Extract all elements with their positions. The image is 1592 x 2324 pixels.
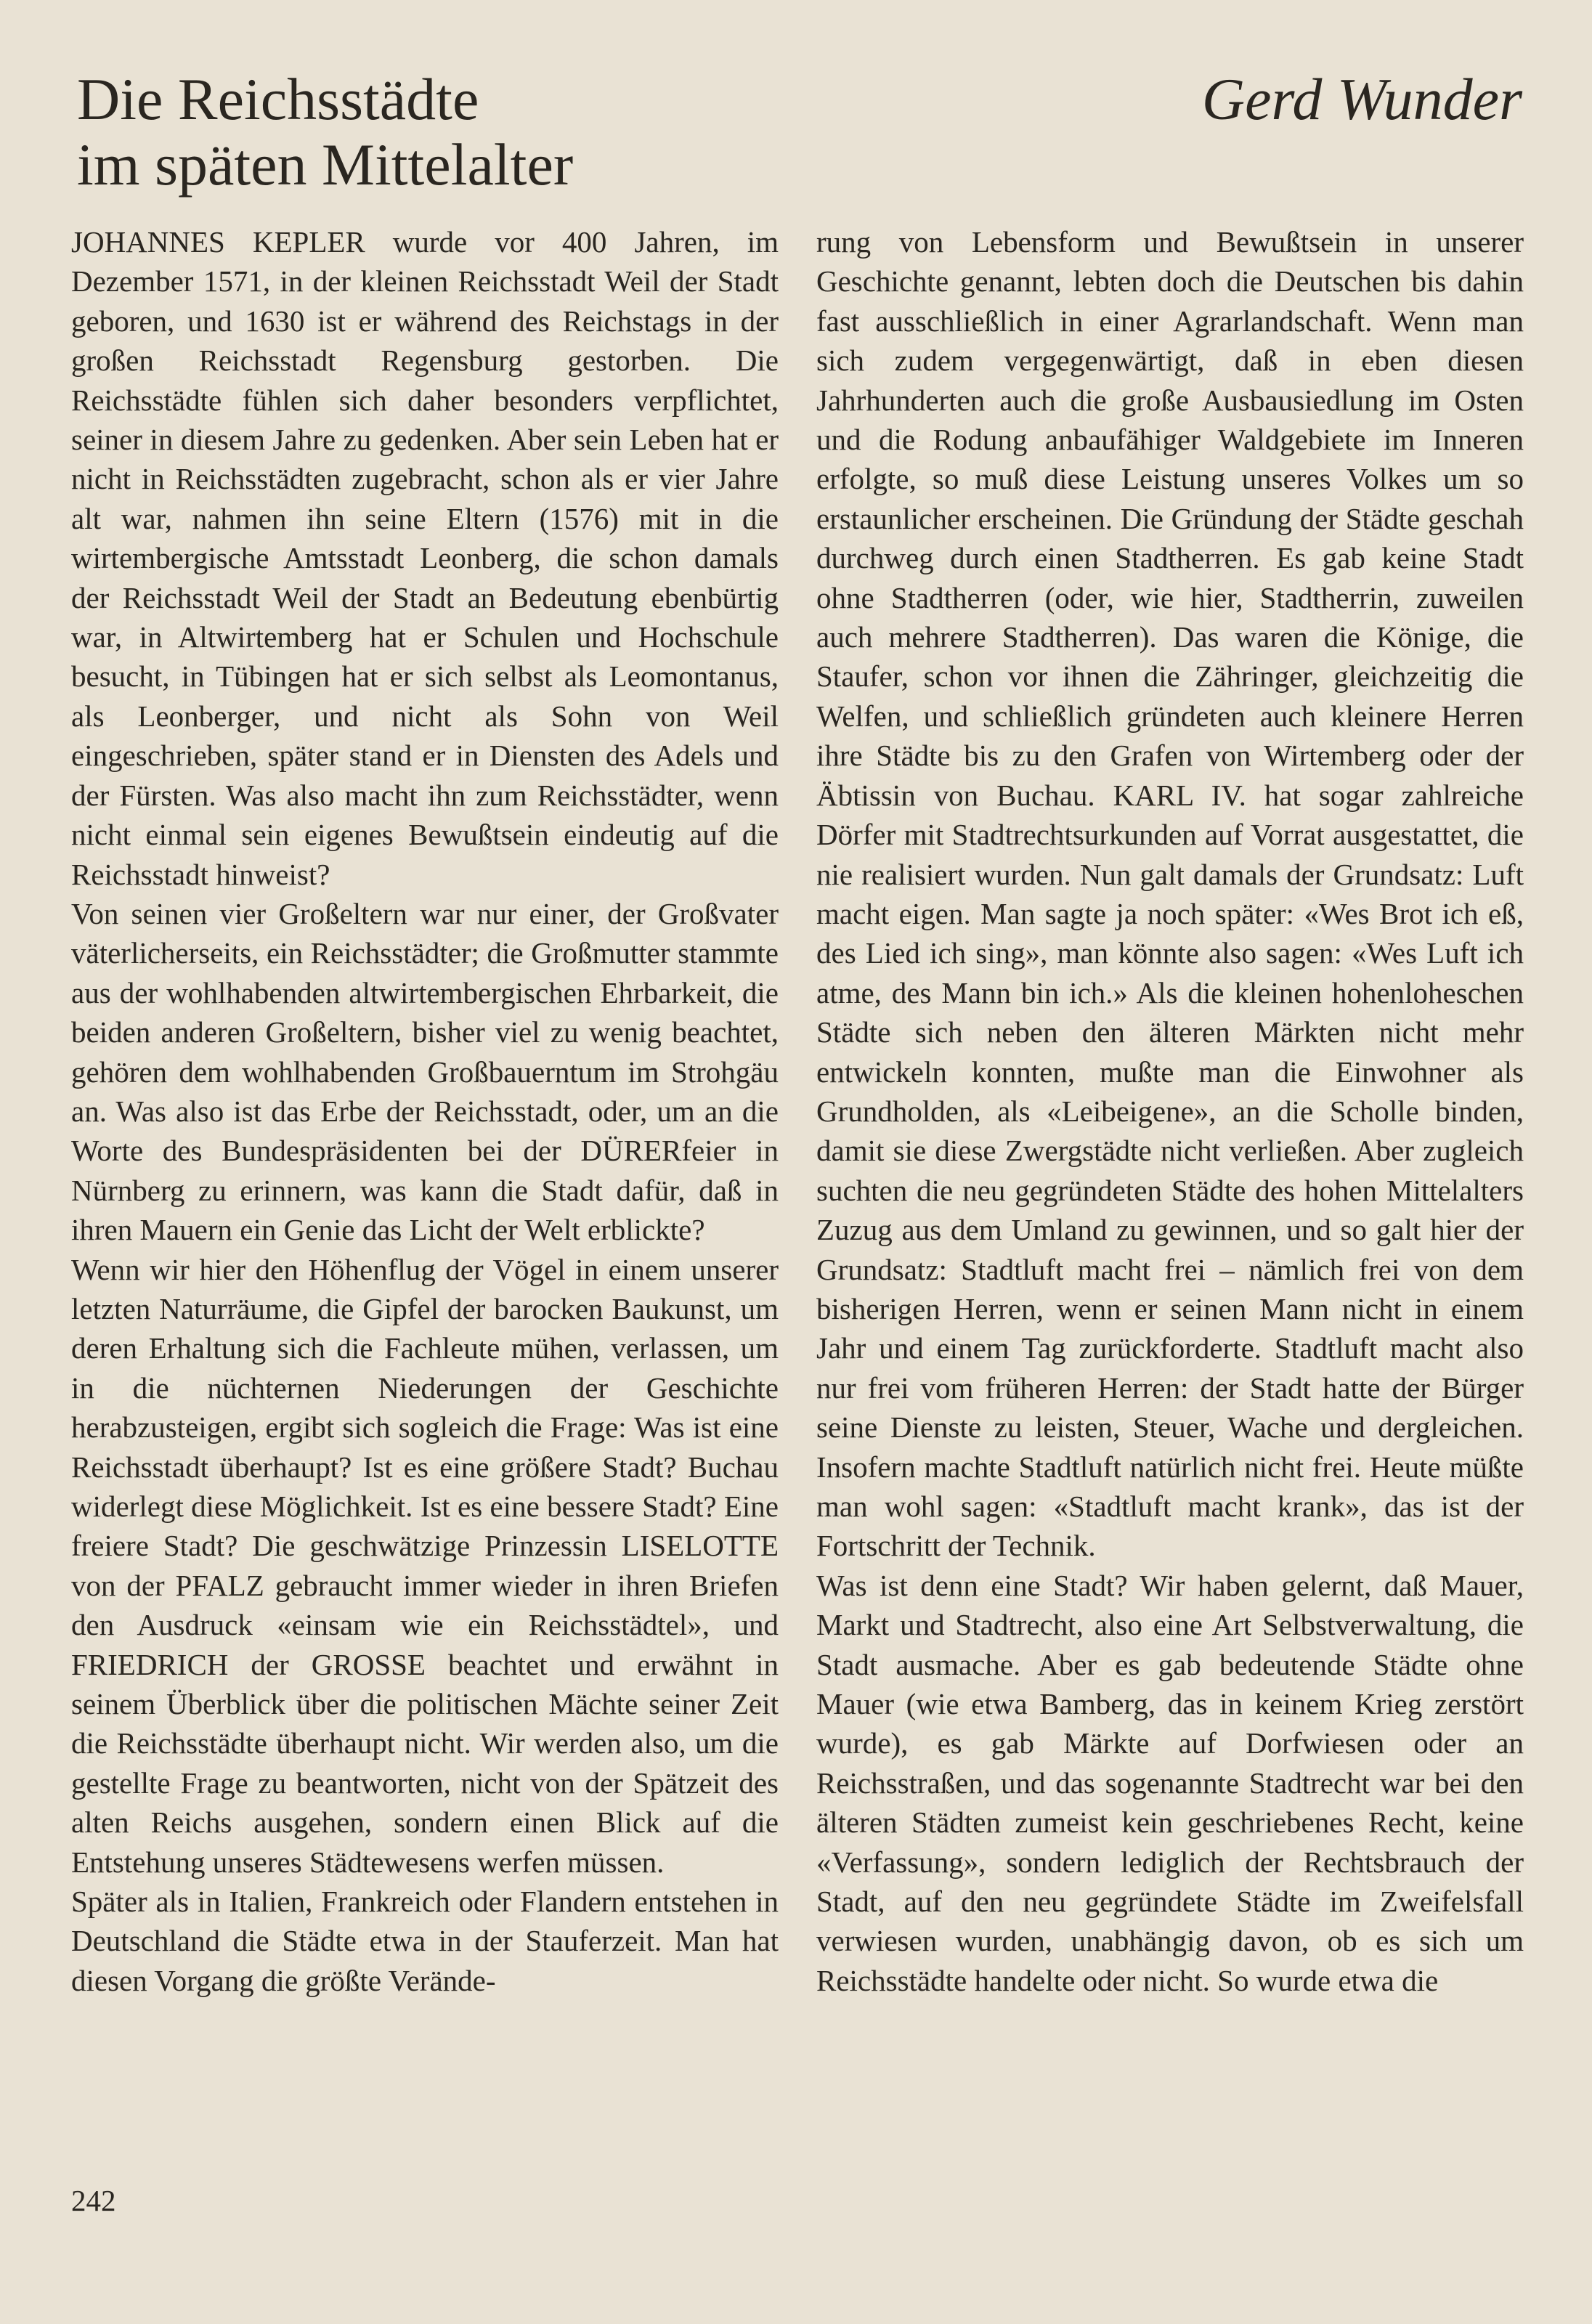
article-title <box>77 67 876 198</box>
paragraph: Von seinen vier Großeltern war nur einer, der Großvater väterlicherseits, ein Reichsstädter; die Großmutter stammte aus der wohlhabenden altwirtembergischen Ehrbarkeit, die beiden anderen Großeltern, bisher viel zu wenig beachtet, gehören dem wohlhabenden Großbauerntum im Strohgäu an. Was also ist das Erbe der Reichsstadt, oder, um an die Worte des Bundespräsidenten bei der DÜRERfeier in Nürnberg zu erinnern, was kann die Stadt dafür, daß in ihren Mauern ein Genie das Licht der Welt erblickte? <box>71 896 779 1247</box>
article-title-line-1: Die Reichsstädte <box>77 66 479 132</box>
left-column <box>71 222 779 2000</box>
paragraph: Später als in Italien, Frankreich oder Flandern entstehen in Deutschland die Städte etwa in der Stauferzeit. Man hat diesen Vorgang die größte Verände- <box>71 1885 779 1997</box>
author-name: Gerd Wunder <box>1201 66 1522 132</box>
paragraph: Was ist denn eine Stadt? Wir haben gelernt, daß Mauer, Markt und Stadtrecht, also eine Art Selbstverwaltung, die Stadt ausmache. Aber es gab bedeutende Städte ohne Mauer (wie etwa Bamberg, das in keinem Krieg zerstört wurde), es gab Märkte auf Dorfwiesen oder an Reichsstraßen, und das sogenannte Stadtrecht war bei den älteren Städten zumeist kein geschriebenes Recht, keine «Verfassung», sondern lediglich der Rechtsbrauch der Stadt, auf den neu gegründete Städte im Zweifelsfall verwiesen wurden, unabhängig davon, ob es sich um Reichsstädte handelte oder nicht. So wurde etwa die <box>816 1568 1524 1997</box>
right-column <box>816 222 1524 2000</box>
paragraph: JOHANNES KEPLER wurde vor 400 Jahren, im Dezember 1571, in der kleinen Reichsstadt Weil der Stadt geboren, und 1630 ist er während des Reichstags in der großen Reichsstadt Regensburg gestorben. Die Reichsstädte fühlen sich daher besonders verpflichtet, seiner in diesem Jahre zu gedenken. Aber sein Leben hat er nicht in Reichsstädten zugebracht, schon als er vier Jahre alt war, nahmen ihn seine Eltern (1576) mit in die wirtembergische Amtsstadt Leonberg, die schon damals der Reichsstadt Weil der Stadt an Bedeutung ebenbürtig war, in Altwirtemberg hat er Schulen und Hochschule besucht, in Tübingen hat er sich selbst als Leomontanus, als Leonberger, und nicht als Sohn von Weil eingeschrieben, später stand er in Diensten des Adels und der Fürsten. Was also macht ihn zum Reichsstädter, wenn nicht einmal sein eigenes Bewußtsein eindeutig auf die Reichsstadt hinweist? <box>71 225 779 891</box>
paragraph: rung von Lebensform und Bewußtsein in unserer Geschichte genannt, lebten doch die Deutschen bis dahin fast ausschließlich in einer Agrarlandschaft. Wenn man sich zudem vergegenwärtigt, daß in eben diesen Jahrhunderten auch die große Ausbausiedlung im Osten und die Rodung anbaufähiger Waldgebiete im Inneren erfolgte, so muß diese Leistung unseres Volkes um so erstaunlicher erscheinen. Die Gründung der Städte geschah durchweg durch einen Stadtherren. Es gab keine Stadt ohne Stadtherren (oder, wie hier, Stadtherrin, zuweilen auch mehrere Stadtherren). Das waren die Könige, die Staufer, schon vor ihnen die Zähringer, gleichzeitig die Welfen, und schließlich gründeten auch kleinere Herren ihre Städte bis zu den Grafen von Wirtemberg oder der Äbtissin von Buchau. KARL IV. hat sogar zahlreiche Dörfer mit Stadtrechtsurkunden auf Vorrat ausgestattet, die nie realisiert wurden. Nun galt damals der Grundsatz: Luft macht eigen. Man sagte ja noch später: «Wes Brot ich eß, des Lied ich sing», man könnte also sagen: «Wes Luft ich atme, des Mann bin ich.» Als die kleinen hohenloheschen Städte sich neben den älteren Märkten nicht mehr entwickeln konnten, mußte man die Einwohner als Grundholden, als «Leibeigene», an die Scholle binden, damit sie diese Zwergstädte nicht verließen. Aber zugleich suchten die neu gegründeten Städte des hohen Mittelalters Zuzug aus dem Umland zu gewinnen, und so galt hier der Grundsatz: Stadtluft macht frei – nämlich frei von dem bisherigen Herren, wenn er seinen Mann nicht in einem Jahr und einem Tag zurückforderte. Stadtluft macht also nur frei vom früheren Herren: der Stadt hatte der Bürger seine Dienste zu leisten, Steuer, Wache und dergleichen. Insofern machte Stadtluft natürlich nicht frei. Heute müßte man wohl sagen: «Stadtluft macht krank», das ist der Fortschritt der Technik. <box>816 225 1524 1563</box>
article-title-line-2: im späten Mittelalter <box>77 131 574 198</box>
paragraph: Wenn wir hier den Höhenflug der Vögel in einem unserer letzten Naturräume, die Gipfel der barocken Baukunst, um deren Erhaltung sich die Fachleute mühen, verlassen, um in die nüchternen Niederungen der Geschichte herabzusteigen, ergibt sich sogleich die Frage: Was ist eine Reichsstadt überhaupt? Ist es eine größere Stadt? Buchau widerlegt diese Möglichkeit. Ist es eine bessere Stadt? Eine freiere Stadt? Die geschwätzige Prinzessin LISELOTTE von der PFALZ gebraucht immer wieder in ihren Briefen den Ausdruck «einsam wie ein Reichsstädtel», und FRIEDRICH der GROSSE beachtet und erwähnt in seinem Überblick über die politischen Mächte seiner Zeit die Reichsstädte überhaupt nicht. Wir werden also, um die gestellte Frage zu beantworten, nicht von der Spätzeit des alten Reichs ausgehen, sondern einen Blick auf die Entstehung unseres Städtewesens werfen müssen. <box>71 1252 779 1879</box>
page-number: 242 <box>71 2184 116 2217</box>
